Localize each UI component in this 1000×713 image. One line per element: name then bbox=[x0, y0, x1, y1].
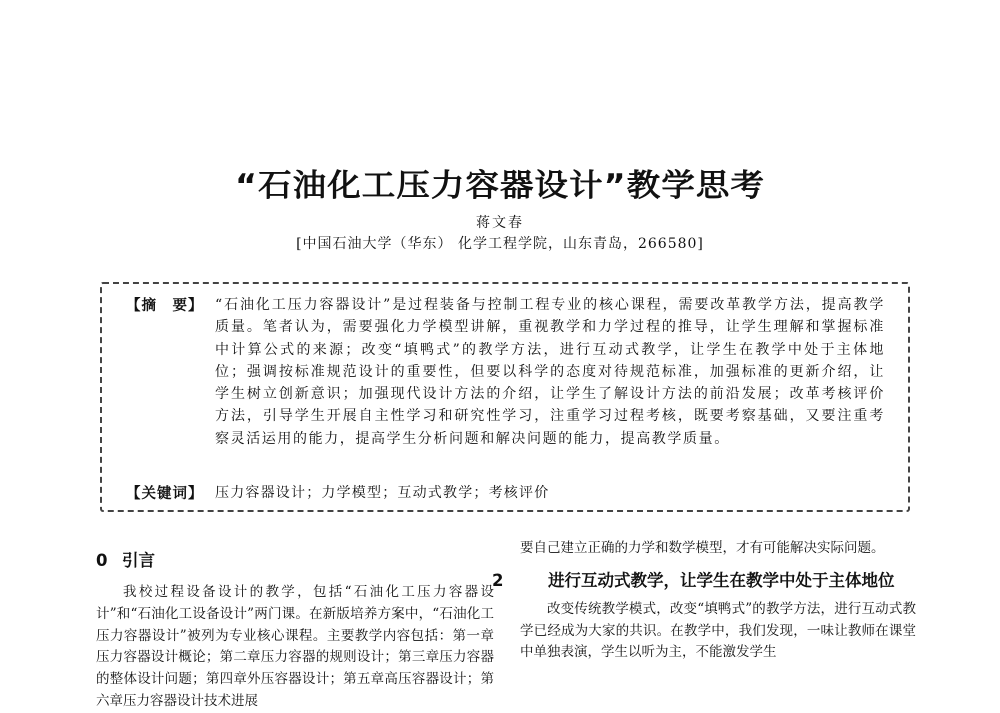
right-column bbox=[492, 538, 916, 664]
left-column bbox=[96, 548, 494, 713]
author-affiliation: [中国石油大学（华东） 化学工程学院，山东青岛，266580] bbox=[296, 236, 704, 252]
paper-title: “石油化工压力容器设计”教学思考 bbox=[234, 168, 766, 204]
section-number: 2 bbox=[492, 570, 504, 590]
keywords-label: 【关键词】 bbox=[126, 486, 204, 502]
section-heading-2 bbox=[492, 568, 916, 593]
keywords-text: 压力容器设计；力学模型；互动式教学；考核评价 bbox=[215, 485, 550, 501]
section-title: 引言 bbox=[122, 551, 155, 570]
intro-paragraph: 我校过程设备设计的教学，包括“石油化工压力容器设计”和“石油化工设备设计”两门课。在新版培养方案中，“石油化工压力容器设计”被列为专业核心课程。主要教学内容包括：第一章压力容器设计概论；第二章压力容器的规则设计；第三章压力容器的整体设计问题；第四章外压容器设计；第五章高压容器设计；第六章压力容器设计技术进展 bbox=[96, 584, 494, 709]
author-name: 蒋文春 bbox=[476, 215, 524, 231]
section-heading-intro bbox=[96, 548, 494, 574]
section-2-paragraph: 改变传统教学模式，改变“填鸭式”的教学方法，进行互动式教学已经成为大家的共识。在教学中，我们发现，一味让教师在课堂中单独表演，学生以听为主，不能激发学生 bbox=[520, 600, 916, 661]
continued-paragraph: 要自己建立正确的力学和数学模型，才有可能解决实际问题。 bbox=[520, 540, 885, 556]
section-title: 进行互动式教学，让学生在教学中处于主体地位 bbox=[548, 570, 895, 590]
section-number: 0 bbox=[96, 551, 108, 570]
abstract-text: “石油化工压力容器设计”是过程装备与控制工程专业的核心课程，需要改革教学方法，提高教学质量。笔者认为，需要强化力学模型讲解，重视教学和力学过程的推导，让学生理解和掌握标准中计算公式的来源；改变“填鸭式”的教学方法，进行互动式教学，让学生在教学中处于主体地位；强调按标准规范设计的重要性，但要以科学的态度对待规范标准，加强标准的更新介绍，让学生树立创新意识；加强现代设计方法的介绍，让学生了解设计方法的前沿发展；改革考核评价方法，引导学生开展自主性学习和研究性学习，注重学习过程考核，既要考察基础，又要注重考察灵活运用的能力，提高学生分析问题和解决问题的能力，提高教学质量。 bbox=[215, 297, 885, 447]
abstract-label: 【摘 要】 bbox=[126, 298, 204, 314]
